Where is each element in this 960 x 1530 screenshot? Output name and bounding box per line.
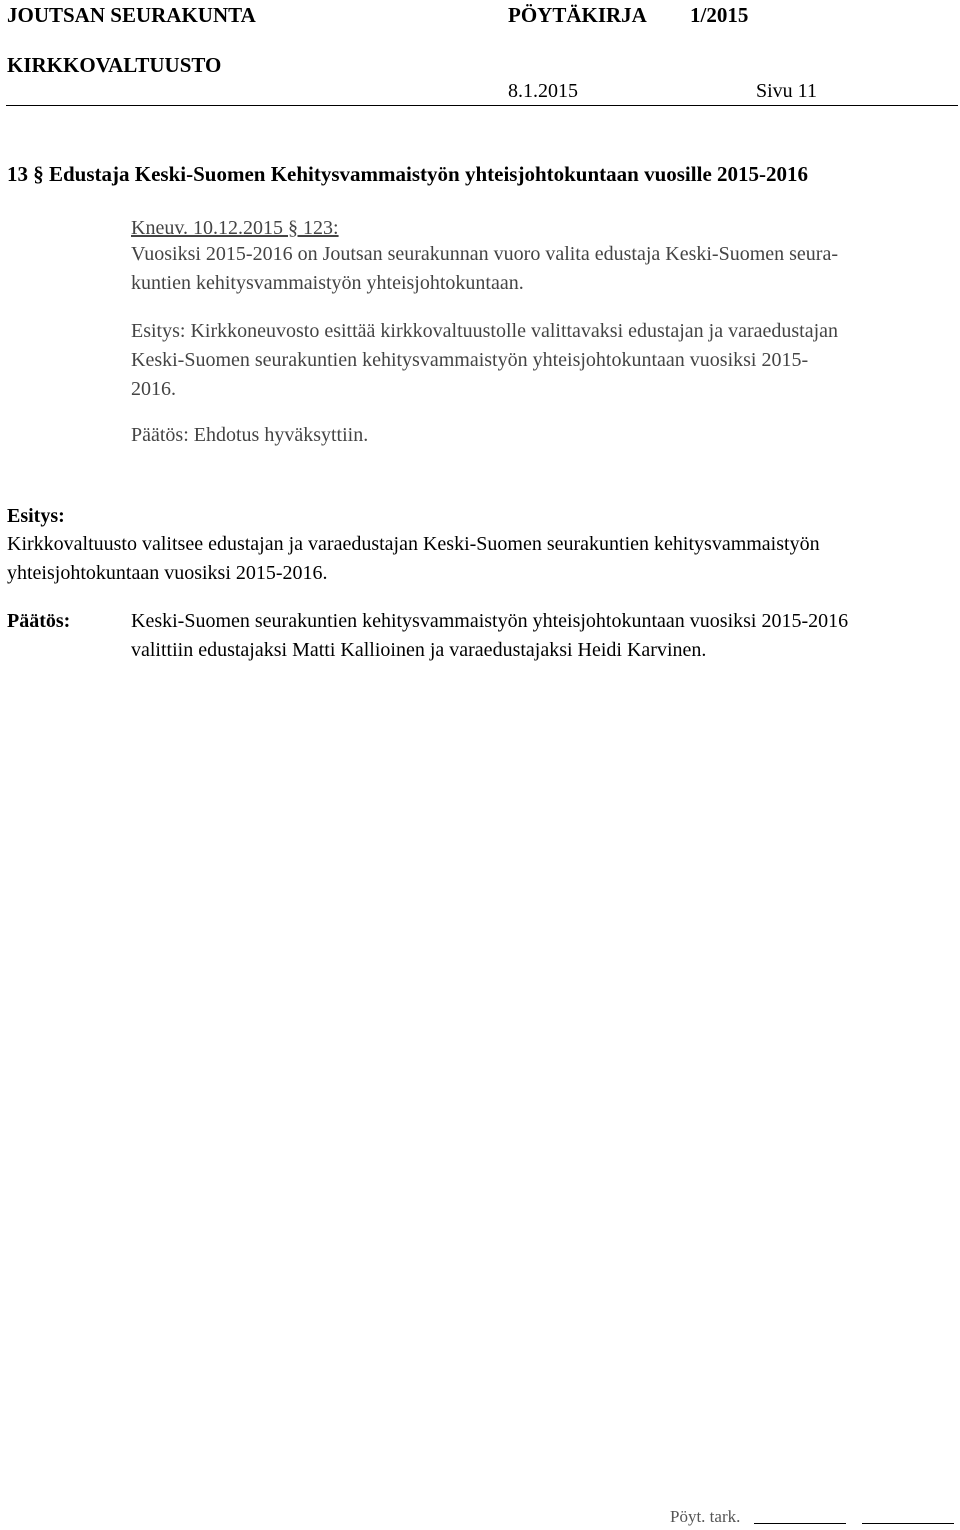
assembly-proposal-line: Kirkkovaltuusto valitsee edustajan ja varaedustajan Keski-Suomen seurakuntien kehitysvammaistyön bbox=[7, 533, 820, 555]
verifier-signature-line-2 bbox=[862, 1523, 954, 1524]
decision-paragraph bbox=[131, 607, 848, 665]
header-divider bbox=[6, 105, 958, 106]
verification-label: Pöyt. tark. bbox=[670, 1507, 741, 1526]
decision-line: valittiin edustajaksi Matti Kallioinen ja varaedustajaksi Heidi Karvinen. bbox=[131, 639, 707, 661]
decision-line: Keski-Suomen seurakuntien kehitysvammaistyön yhteisjohtokuntaan vuosiksi 2015-2016 bbox=[131, 610, 849, 632]
background-line: kuntien kehitysvammaistyön yhteisjohtokuntaan. bbox=[131, 272, 524, 294]
council-proposal-paragraph bbox=[131, 317, 838, 404]
verifier-signature-line-1 bbox=[754, 1523, 846, 1524]
proposal-line: Keski-Suomen seurakuntien kehitysvammaistyön yhteisjohtokuntaan vuosiksi 2015- bbox=[131, 349, 809, 371]
page-number: Sivu 11 bbox=[756, 80, 817, 102]
background-line: Vuosiksi 2015-2016 on Joutsan seurakunnan vuoro valita edustaja Keski-Suomen seura- bbox=[131, 243, 839, 265]
proposal-line: 2016. bbox=[131, 378, 176, 400]
assembly-proposal-paragraph bbox=[7, 530, 820, 588]
section-title: 13 § Edustaja Keski-Suomen Kehitysvammaistyön yhteisjohtokuntaan vuosille 2015-2016 bbox=[7, 162, 809, 186]
decision-label: Päätös: bbox=[7, 610, 71, 632]
council-decision: Päätös: Ehdotus hyväksyttiin. bbox=[131, 424, 369, 446]
proposal-line: Esitys: Kirkkoneuvosto esittää kirkkovaltuustolle valittavaksi edustajan ja varaedustajan bbox=[131, 320, 839, 342]
proposal-label: Esitys: bbox=[7, 505, 65, 527]
document-number: 1/2015 bbox=[690, 3, 749, 27]
document-type: PÖYTÄKIRJA bbox=[508, 3, 647, 27]
kneuv-reference: Kneuv. 10.12.2015 § 123: bbox=[131, 217, 339, 239]
assembly-proposal-line: yhteisjohtokuntaan vuosiksi 2015-2016. bbox=[7, 562, 328, 584]
meeting-date: 8.1.2015 bbox=[508, 80, 578, 102]
background-paragraph bbox=[131, 240, 838, 298]
organization-name: JOUTSAN SEURAKUNTA bbox=[7, 3, 256, 27]
governing-body: KIRKKOVALTUUSTO bbox=[7, 53, 222, 77]
